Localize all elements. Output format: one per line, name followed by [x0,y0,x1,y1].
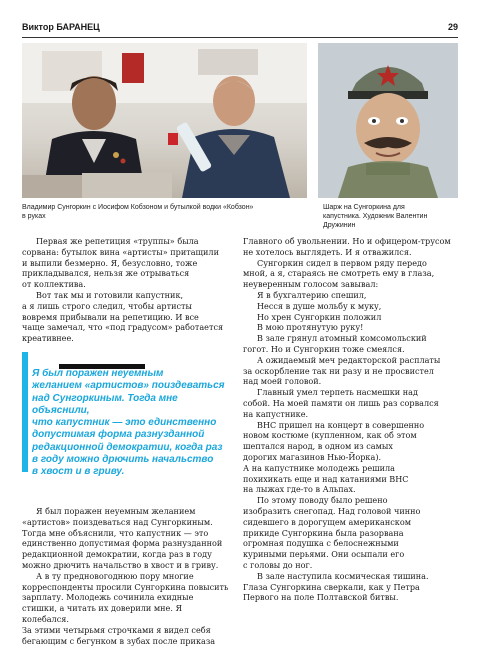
text-line: на лыжах где-то в Альпах. [243,484,356,495]
text-line: вовремя прибывали на репетицию. И все [22,311,199,322]
text-line: В зале грянул атомный комсомольский [257,333,427,344]
text-line: новом костюме (купленном, как об этом [243,430,417,441]
verse-line: В мою протянутую руку! [257,322,364,333]
page-header [22,22,458,36]
pull-quote-accent-bar [22,352,28,472]
text-line: Глаза Сунгоркина сверкали, как у Петра [243,581,420,592]
text-line: А на капустнике молодежь решила [243,462,395,473]
text-line: прикладывался, нельзя же отрываться [22,268,190,279]
text-line: неуверенным голосом завывал: [243,279,379,290]
text-line: Тогда мне объяснили, что капустник — это [22,527,209,538]
pull-quote-line: в хвост и в гриву. [32,466,125,478]
text-line: похихикать еще и над катаниями ВНС [243,473,409,484]
text-line: Главный умел терпеть насмешки над [257,387,418,398]
text-line: зарплату. Молодежь сочинила ехидные [22,592,194,603]
text-line: над моей головой. [243,376,322,387]
caption-line: Шарж на Сунгоркина для [323,204,405,211]
text-line: редакционной демократии, когда раз в году [22,549,212,560]
column-left-top [22,236,230,344]
text-line: можно дрючить начальство в хвост и в гриву. [22,559,219,570]
text-line: А ожидаемый меч редакторской расплаты [257,354,441,365]
text-line: Я был поражен неуемным желанием [36,506,196,516]
pull-quote-text [32,368,228,479]
text-line: Главного об увольнении. Но и офицером-трусом [243,236,451,246]
text-line: и выпили безмерно. Я, безусловно, тоже [22,257,198,268]
pull-quote-line: редакционной демократии, когда раз [32,441,223,453]
page-number: 29 [447,22,458,32]
caricature-sungorkin [318,43,458,198]
text-line: Сунгоркин сидел в первом ряду передо [257,257,427,268]
text-line: на капустнике. [243,408,309,419]
text-line: сидевшего в дорогущем американском [243,516,412,527]
pull-quote [22,352,230,478]
verse-line: Несся в душе мольбу к муку, [257,300,382,311]
photo-caption-main [22,203,307,221]
text-line: за оскорбление так ни разу и не просвистел [243,365,434,376]
text-line: с головы до ног. [243,559,313,570]
text-line: стишки, а читать их доверили мне. Я колебался. [22,603,183,624]
text-line: прикиде Сунгоркина была разорвана [243,527,404,538]
text-line: сорвана: бутылок вина «артисты» притащили [22,246,219,257]
verse-line: Я в бухгалтерию спешил, [257,289,367,300]
text-line: от коллектива. [22,279,86,290]
pull-quote-line: желанием «артистов» поиздеваться [32,380,225,392]
photo-kobzon-sungorkin [22,43,307,198]
verse-line: Но хрен Сунгоркин положил [257,311,382,322]
pull-quote-line: Я был поражен неуемным [32,368,164,379]
text-line: мной, а я, стараясь не смотреть ему в глаза, [243,268,435,279]
text-line: корреспонденты просили Сунгоркина повысить [22,581,229,592]
text-line: Первого на поле Полтавской битвы. [243,592,399,603]
text-line: собой. На моей памяти он лишь раз сорвался [243,397,439,408]
text-line: креативнее. [22,333,74,344]
text-line: Вот так мы и готовили капустник, [36,289,184,300]
text-line: ВНС пришел на концерт в совершенно [257,419,425,430]
text-line: чаще замечал, что «под градусом» работается [22,322,224,333]
text-line: не хотелось выглядеть. И я отважился. [243,246,412,257]
text-line: В зале наступила космическая тишина. [257,570,429,581]
pull-quote-line: что капустник — это единственно [32,417,217,429]
pull-quote-line: в году можно дрючить начальство [32,454,214,466]
caption-line: Дружинин [323,222,356,229]
caption-line: в руках [22,213,46,220]
pull-quote-line: допустимая форма разнузданной [32,429,205,441]
running-header-author: Виктор БАРАНЕЦ [22,22,100,32]
text-line: «артистов» поиздеваться над Сунгоркиным. [22,516,213,527]
text-line: дорогих магазинов Нью-Йорка). [243,451,382,462]
text-line: изобразить снегопад. Над головой чинно [243,505,421,516]
text-line: куриными перьями. Они осыпали его [243,549,405,560]
photo-caption-side [323,203,458,230]
text-line: Первая же репетиция «труппы» была [36,236,199,246]
column-right [243,236,458,603]
text-line: За этими четырьмя строчками я видел себя [22,624,211,635]
text-line: гогот. Но и Сунгоркин тоже смеялся. [243,343,405,354]
text-line: А в ту предновогоднюю пору многие [36,570,194,581]
text-line: а я лишь строго следил, чтобы артисты [22,300,192,311]
text-line: шептался народ, в одном из самых [243,441,393,452]
pull-quote-line: над Сунгоркиным. Тогда мне объяснили, [32,392,178,416]
text-line: бегающим с бегунком в зубах после приказа [22,635,216,646]
text-line: По этому поводу было решено [257,495,388,506]
column-left-bottom [22,506,230,646]
caption-line: капустника. Художник Валентин [323,213,428,220]
text-line: единственно допустимая форма разнузданной [22,538,223,549]
text-line: огромная подушка с белоснежными [243,538,399,549]
header-rule [22,37,458,38]
caption-line: Владимир Сунгоркин с Иосифом Кобзоном и бутылкой водки «Кобзон» [22,204,254,211]
